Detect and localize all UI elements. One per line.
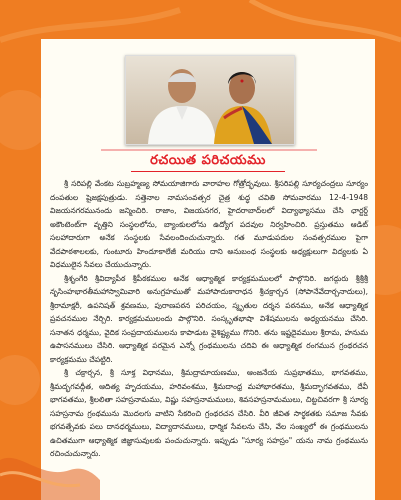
section-heading: రచయిత పరిచయము xyxy=(150,153,266,168)
author-photo xyxy=(125,55,295,145)
bio-paragraph-2: శ్రీశృంగేరి శ్రీవిద్యాపీఠ శ్రీపీఠకముల అనేక ఆధ్యాత్మిక కార్యక్రమములలో పాల్గొనిరి. జగద్గురు శ్రీశ్రీశ్రీ నృసింహభారతీమహాస్వామివారి అనుగ్రహముతో మహాపాదుకారాధన శ్రీచక్రార్చన (సోపానేవేదార్చనాదులు), శ్రీరామాక్షరీ, ఉపనిషత్ శ్రవణము, పురాణపఠన పరిచయం, స్మృతుల దర్శన పఠనము, అనేక ఆధ్యాత్మిక ప్రవచనముల నేర్చిరి. కార్యక్రమములందు పాల్గొనిరి. సంస్కృతభాషా విశేషములను అధ్యయనము చేసిరి. సనాతన ధర్మము, వైదిక సంప్రదాయములను కాపాడుట వైశిష్ట్యము గొనిరి. తను ఇష్టదైవముల శ్రీరామ, హనుమ ఉపాసనములు చేసిరి. ఆధ్యాత్మిక పరమైన ఎన్నో గ్రంథములను చదివి ఈ ఆధ్యాత్మిక రంగమున గ్రంథరచన కార్యక్రమము చేపట్టిరి. xyxy=(50,273,368,364)
heading-underline xyxy=(131,171,285,172)
corner-wave-decoration xyxy=(0,440,100,500)
book-page xyxy=(41,39,375,500)
bio-paragraph-1: శ్రీ సరిపల్లి వేంకట సుబ్రహ్మణ్య సోమయాజిగారు వారాహల గోత్రోద్భవులు. శ్రీసరిపల్లి సూర్యచంద్రలు సూర్యం దంపతుల షైజక్షపుత్రుడు. సత్తెనాల నామసంవత్సర చైత్ర శుద్ధ చవితి సోమవారము 12-4-1948 విజయనగరమునందు జన్మించిరి. రాజాం, విజయనగర, హైదరాబాద్‌లలో విద్యాభ్యాసము చేసి ఛార్టర్డ్ అకౌంటెంట్‌గా వృత్తిని సంస్థలలోను, బ్యాంకులలోను ఉద్యోగ పదవుల నిర్వహించిరి. ప్రస్తుతము ఆడిట్ సలహాదారుగా అనేక సంస్థలకు సేవలందించుచున్నారు. గత మూడుపదుల సంవత్సరముల పైగా వేదపాఠశాలలకు, గుంటూరు హిందూకాలేజీ మరియు దాని అనుబంధ సంస్థలకు అధ్యక్షులుగా విద్యలకు ఏ విధములైన సేవలు చేయుచున్నారు. xyxy=(50,179,368,269)
author-bio-text xyxy=(50,177,368,461)
bio-paragraph-3: శ్రీ చక్రార్చన, శ్రీ సూక్త విధానము, శ్రీమద్రామాయణము, ఆంజనేయ సుప్రభాతము, భాగవతము, శ్రీమద్భగవద్గీత, ఆదిత్య హృదయము, హరివంశము, శ్రీమదాంధ్ర మహాభారతము, శ్రీమద్భాగవతము, దేవీ భాగవతము, శ్రీలలితా సహస్రనామము, విష్ణు సహస్రనామములు, శివసహస్రనామములు, చిట్టచివరగా శ్రీ సూర్య సహస్రనామ గ్రంథమును మొదలగు వాటిని సేకరించి గ్రంథరచన చేసిరి. వీరి జీవిత సార్థకతకు సమాజ సేవకు భగవత్సేవకు పలు దానధర్మములు, విద్యాదానములు, ధార్మిక సేవలను చేసి, వేల సంఖ్యలో ఈ గ్రంథములను ఉచితముగా ఆధ్యాత్మిక జిజ్ఞాసువులకు పంచుచున్నారు. ఇప్పుడు "సూర్య సహస్రం" యను నామ గ్రంథమును రచించుచున్నారు. xyxy=(50,368,368,458)
